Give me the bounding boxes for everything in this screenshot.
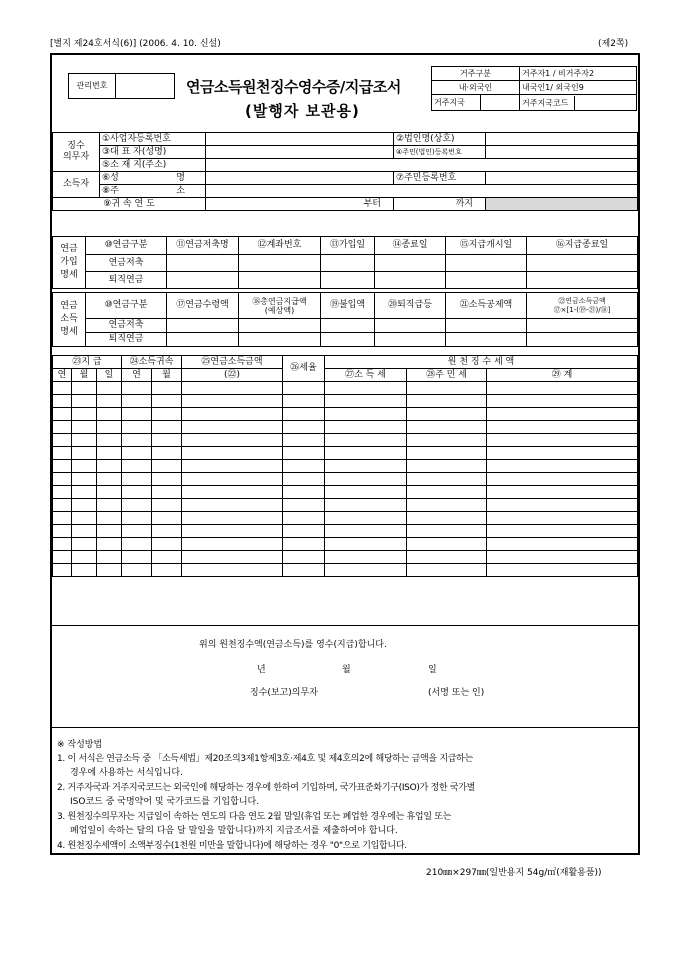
- table-cell[interactable]: [407, 486, 487, 499]
- rep-name-field[interactable]: [206, 146, 394, 159]
- table-cell[interactable]: [152, 499, 182, 512]
- table-cell[interactable]: [53, 512, 72, 525]
- inc-cell[interactable]: [239, 333, 321, 347]
- earner-address-label: ⑧주 소: [100, 185, 206, 198]
- income-amount-header: ㉕연금소득금액: [182, 356, 283, 369]
- table-cell[interactable]: [182, 486, 283, 499]
- table-cell[interactable]: [122, 564, 152, 577]
- table-cell[interactable]: [122, 512, 152, 525]
- table-cell[interactable]: [325, 486, 407, 499]
- earner-id-field[interactable]: [486, 172, 638, 185]
- join-h6: ⑮지급개시일: [446, 237, 527, 255]
- corp-name-field[interactable]: [486, 133, 638, 146]
- note-3b: 폐업일이 속하는 달의 다음 달 말일을 말합니다)까지 지급조서를 제출하여야 합니다.: [70, 826, 398, 836]
- inc-cell[interactable]: [375, 333, 446, 347]
- table-cell[interactable]: [97, 395, 122, 408]
- table-cell[interactable]: [487, 512, 638, 525]
- table-cell[interactable]: [283, 551, 325, 564]
- table-cell[interactable]: [182, 499, 283, 512]
- table-cell[interactable]: [97, 447, 122, 460]
- table-cell[interactable]: [487, 538, 638, 551]
- table-cell[interactable]: [325, 473, 407, 486]
- table-cell[interactable]: [72, 551, 97, 564]
- agent-label: 징수(보고)의무자: [250, 688, 318, 698]
- table-cell[interactable]: [97, 564, 122, 577]
- mgmt-number-field[interactable]: [115, 73, 175, 99]
- note-1b: 경우에 사용하는 서식입니다.: [70, 768, 183, 778]
- table-cell[interactable]: [97, 499, 122, 512]
- inc-cell[interactable]: [167, 333, 239, 347]
- rep-name-label: ③대 표 자(성명): [100, 146, 206, 159]
- table-cell[interactable]: [487, 564, 638, 577]
- table-cell[interactable]: [487, 434, 638, 447]
- earner-address-field[interactable]: [206, 185, 638, 198]
- table-cell[interactable]: [283, 473, 325, 486]
- table-cell[interactable]: [182, 473, 283, 486]
- earner-id-label: ⑦주민등록번호: [394, 172, 486, 185]
- table-cell[interactable]: [122, 460, 152, 473]
- address-label: ⑤소 재 지(주소): [100, 159, 206, 172]
- table-cell[interactable]: [122, 551, 152, 564]
- table-cell[interactable]: [182, 551, 283, 564]
- table-cell[interactable]: [283, 382, 325, 395]
- tax-rate-header: ㉖세율: [283, 356, 325, 382]
- total-header: ㉙ 계: [487, 369, 638, 382]
- form-title: 연금소득원천징수영수증/지급조서: [186, 78, 401, 96]
- inc-cell[interactable]: [167, 319, 239, 333]
- table-cell[interactable]: [182, 421, 283, 434]
- inc-h2: ⑰연금수령액: [167, 293, 239, 319]
- table-cell[interactable]: [53, 447, 72, 460]
- inc-cell[interactable]: [321, 333, 375, 347]
- table-cell[interactable]: [152, 525, 182, 538]
- table-cell[interactable]: [122, 499, 152, 512]
- table-cell[interactable]: [152, 486, 182, 499]
- table-cell[interactable]: [72, 486, 97, 499]
- table-cell[interactable]: [487, 447, 638, 460]
- table-cell[interactable]: [72, 564, 97, 577]
- pay-day: 일: [97, 369, 122, 382]
- table-cell[interactable]: [283, 538, 325, 551]
- table-cell[interactable]: [122, 525, 152, 538]
- year-shaded: [486, 198, 638, 211]
- confirmation-text: 위의 원천징수액(연금소득)를 영수(지급)합니다.: [199, 640, 387, 650]
- table-cell[interactable]: [407, 499, 487, 512]
- table-cell[interactable]: [72, 382, 97, 395]
- table-cell[interactable]: [325, 408, 407, 421]
- table-cell[interactable]: [407, 408, 487, 421]
- table-cell[interactable]: [152, 564, 182, 577]
- income-section-label: 연금 소득 명세: [53, 293, 86, 347]
- table-cell[interactable]: [407, 473, 487, 486]
- table-cell[interactable]: [325, 395, 407, 408]
- table-cell[interactable]: [122, 408, 152, 421]
- join-cell[interactable]: [167, 255, 239, 272]
- payer-earner-table: [52, 132, 638, 211]
- table-row: [53, 551, 638, 564]
- table-cell[interactable]: [72, 434, 97, 447]
- join-cell[interactable]: [239, 272, 321, 289]
- nationality-label: 내·외국인: [432, 81, 520, 95]
- table-row: [53, 408, 638, 421]
- join-h2: ⑪연금저축명: [167, 237, 239, 255]
- inc-h7: ㉒연금소득금액 ⑰×[1-(⑲-㉑)/⑱]: [527, 293, 638, 319]
- table-cell[interactable]: [152, 551, 182, 564]
- table-cell[interactable]: [122, 434, 152, 447]
- inc-cell[interactable]: [527, 319, 638, 333]
- table-cell[interactable]: [72, 395, 97, 408]
- table-cell[interactable]: [407, 512, 487, 525]
- table-row: [53, 525, 638, 538]
- table-cell[interactable]: [283, 408, 325, 421]
- table-cell[interactable]: [152, 382, 182, 395]
- join-h4: ⑬가입일: [321, 237, 375, 255]
- join-h1: ⑩연금구분: [86, 237, 167, 255]
- withholding-header: 원 천 징 수 세 액: [325, 356, 638, 369]
- table-cell[interactable]: [283, 525, 325, 538]
- table-cell[interactable]: [72, 525, 97, 538]
- table-cell[interactable]: [487, 499, 638, 512]
- table-cell[interactable]: [53, 395, 72, 408]
- table-cell[interactable]: [122, 382, 152, 395]
- notes-title: ※ 작성방법: [57, 740, 103, 750]
- table-cell[interactable]: [407, 551, 487, 564]
- table-cell[interactable]: [407, 447, 487, 460]
- table-cell[interactable]: [152, 460, 182, 473]
- join-row-retire: 퇴직연금: [86, 272, 167, 289]
- table-cell[interactable]: [325, 382, 407, 395]
- join-cell[interactable]: [321, 272, 375, 289]
- resident-tax-header: ㉘주 민 세: [407, 369, 487, 382]
- address-field[interactable]: [206, 159, 638, 172]
- table-cell[interactable]: [152, 408, 182, 421]
- earner-name-field[interactable]: [206, 172, 394, 185]
- inc-h1: ⑩연금구분: [86, 293, 167, 319]
- table-cell[interactable]: [53, 382, 72, 395]
- page-number: (제2쪽): [598, 39, 629, 49]
- table-cell[interactable]: [325, 421, 407, 434]
- table-cell[interactable]: [97, 473, 122, 486]
- table-cell[interactable]: [97, 538, 122, 551]
- table-cell[interactable]: [407, 525, 487, 538]
- table-cell[interactable]: [97, 525, 122, 538]
- table-cell[interactable]: [407, 382, 487, 395]
- table-cell[interactable]: [487, 525, 638, 538]
- earner-name-label: ⑥성 명: [100, 172, 206, 185]
- income-amount-sub: (㉒): [182, 369, 283, 382]
- table-cell[interactable]: [325, 499, 407, 512]
- table-row: [53, 538, 638, 551]
- residence-value: 거주자1 / 비거주자2: [520, 67, 637, 81]
- income-tax-header: ㉗소 득 세: [325, 369, 407, 382]
- table-cell[interactable]: [283, 421, 325, 434]
- inc-cell[interactable]: [446, 319, 527, 333]
- table-cell[interactable]: [72, 447, 97, 460]
- table-row: [53, 512, 638, 525]
- form-number: [별지 제24호서식(6)] (2006. 4. 10. 신설): [50, 39, 221, 49]
- table-row: [53, 460, 638, 473]
- inc-cell[interactable]: [446, 333, 527, 347]
- table-cell[interactable]: [122, 486, 152, 499]
- table-cell[interactable]: [72, 512, 97, 525]
- join-cell[interactable]: [446, 272, 527, 289]
- mgmt-number-label-box: 관리번호: [68, 73, 116, 99]
- biz-reg-no-label: ①사업자등록번호: [100, 133, 206, 146]
- nationality-value: 내국인1/ 외국인9: [520, 81, 637, 95]
- inc-h6: ㉑소득공제액: [446, 293, 527, 319]
- table-row: [53, 434, 638, 447]
- join-cell[interactable]: [375, 272, 446, 289]
- table-cell[interactable]: [283, 486, 325, 499]
- table-cell[interactable]: [182, 447, 283, 460]
- table-cell[interactable]: [152, 434, 182, 447]
- table-cell[interactable]: [97, 408, 122, 421]
- table-cell[interactable]: [72, 408, 97, 421]
- table-cell[interactable]: [407, 460, 487, 473]
- table-cell[interactable]: [182, 382, 283, 395]
- date-month-label: 월: [342, 665, 351, 675]
- inc-cell[interactable]: [239, 319, 321, 333]
- table-cell[interactable]: [122, 447, 152, 460]
- note-1a: 1. 이 서식은 연금소득 중 「소득세법」제20조의3제1항제3호·제4호 및 제4호의2에 해당하는 금액을 지급하는: [57, 754, 473, 764]
- table-cell[interactable]: [325, 434, 407, 447]
- table-cell[interactable]: [97, 421, 122, 434]
- country-label: 거주지국: [432, 95, 481, 111]
- corp-name-label: ②법인명(상호): [394, 133, 486, 146]
- table-cell[interactable]: [122, 473, 152, 486]
- table-cell[interactable]: [72, 538, 97, 551]
- table-cell[interactable]: [283, 434, 325, 447]
- earner-section-label: 소득자: [53, 172, 100, 198]
- table-cell[interactable]: [152, 395, 182, 408]
- table-cell[interactable]: [325, 538, 407, 551]
- join-h7: ⑯지급종료일: [527, 237, 638, 255]
- table-cell[interactable]: [53, 408, 72, 421]
- table-cell[interactable]: [97, 460, 122, 473]
- withholding-table: [52, 355, 638, 577]
- table-cell[interactable]: [283, 512, 325, 525]
- table-cell[interactable]: [325, 512, 407, 525]
- pension-join-table: [52, 236, 638, 289]
- corp-reg-no-label: ④주민(법인)등록번호: [394, 146, 486, 159]
- table-cell[interactable]: [72, 499, 97, 512]
- table-cell[interactable]: [487, 473, 638, 486]
- table-cell[interactable]: [182, 538, 283, 551]
- table-row: [53, 486, 638, 499]
- table-cell[interactable]: [487, 421, 638, 434]
- inc-cell[interactable]: [321, 319, 375, 333]
- table-cell[interactable]: [487, 382, 638, 395]
- table-row: [53, 421, 638, 434]
- table-cell[interactable]: [152, 447, 182, 460]
- table-cell[interactable]: [407, 564, 487, 577]
- table-cell[interactable]: [182, 434, 283, 447]
- join-cell[interactable]: [167, 272, 239, 289]
- pay-year: 연: [53, 369, 72, 382]
- residence-table: [431, 66, 637, 111]
- inc-row-retire: 퇴직연금: [86, 333, 167, 347]
- corp-reg-no-field[interactable]: [486, 146, 638, 159]
- table-cell[interactable]: [325, 551, 407, 564]
- pay-date-header: ㉓지 급: [53, 356, 122, 369]
- country-code-label: 거주지국코드: [520, 95, 637, 111]
- form-subtitle: (발행자 보관용): [245, 102, 360, 120]
- table-cell[interactable]: [407, 538, 487, 551]
- table-row: [53, 473, 638, 486]
- join-h3: ⑫계좌번호: [239, 237, 321, 255]
- table-cell[interactable]: [182, 564, 283, 577]
- note-2a: 2. 거주자국과 거주지국코드는 외국인에 해당하는 경우에 한하여 기입하며, 국가표준화기구(ISO)가 정한 국가별: [57, 783, 476, 793]
- inc-h3: ⑱총연금지급액 (예상액): [239, 293, 321, 319]
- inc-cell[interactable]: [527, 333, 638, 347]
- table-cell[interactable]: [487, 408, 638, 421]
- table-cell[interactable]: [97, 512, 122, 525]
- table-cell[interactable]: [53, 525, 72, 538]
- table-cell[interactable]: [283, 460, 325, 473]
- attr-header: ㉔소득귀속: [122, 356, 182, 369]
- attr-month: 월: [152, 369, 182, 382]
- table-cell[interactable]: [152, 421, 182, 434]
- join-cell[interactable]: [239, 255, 321, 272]
- table-cell[interactable]: [122, 538, 152, 551]
- residence-label: 거주구분: [432, 67, 520, 81]
- note-4: 4. 원천징수세액이 소액부징수(1천원 미만을 말합니다)에 해당하는 경우 "0"으로 기입합니다.: [57, 841, 407, 851]
- table-cell[interactable]: [407, 421, 487, 434]
- date-year-label: 년: [257, 665, 266, 675]
- table-cell[interactable]: [487, 551, 638, 564]
- table-cell[interactable]: [152, 538, 182, 551]
- join-h5: ⑭종료일: [375, 237, 446, 255]
- biz-reg-no-field[interactable]: [206, 133, 394, 146]
- inc-h4: ⑲불입액: [321, 293, 375, 319]
- attribution-year-label: ⑨귀 속 연 도: [53, 198, 206, 211]
- table-cell[interactable]: [152, 473, 182, 486]
- table-cell[interactable]: [122, 395, 152, 408]
- table-cell[interactable]: [53, 551, 72, 564]
- table-cell[interactable]: [53, 499, 72, 512]
- country-field[interactable]: [481, 95, 520, 111]
- table-cell[interactable]: [182, 460, 283, 473]
- table-cell[interactable]: [325, 460, 407, 473]
- table-cell[interactable]: [325, 564, 407, 577]
- table-cell[interactable]: [152, 512, 182, 525]
- table-cell[interactable]: [72, 421, 97, 434]
- inc-cell[interactable]: [375, 319, 446, 333]
- table-row: [53, 499, 638, 512]
- table-cell[interactable]: [487, 460, 638, 473]
- attr-year: 연: [122, 369, 152, 382]
- table-cell[interactable]: [97, 434, 122, 447]
- table-row: [53, 447, 638, 460]
- inc-row-savings: 연금저축: [86, 319, 167, 333]
- table-cell[interactable]: [53, 564, 72, 577]
- table-cell[interactable]: [72, 460, 97, 473]
- paper-spec: 210㎜×297㎜(일반용지 54g/㎡(재활용품)): [426, 868, 602, 878]
- table-cell[interactable]: [53, 434, 72, 447]
- note-2b: ISO코드 중 국명약어 및 국가코드를 기입합니다.: [70, 797, 260, 807]
- table-cell[interactable]: [283, 499, 325, 512]
- payer-section-label: 징수 의무자: [53, 133, 100, 172]
- join-row-savings: 연금저축: [86, 255, 167, 272]
- inc-h5: ⑳퇴직급등: [375, 293, 446, 319]
- year-from: 부터: [206, 198, 394, 211]
- table-cell[interactable]: [53, 538, 72, 551]
- table-cell[interactable]: [97, 486, 122, 499]
- table-cell[interactable]: [182, 525, 283, 538]
- table-cell[interactable]: [122, 421, 152, 434]
- date-day-label: 일: [428, 665, 437, 675]
- table-row: [53, 382, 638, 395]
- table-cell[interactable]: [283, 447, 325, 460]
- join-cell[interactable]: [527, 272, 638, 289]
- join-cell[interactable]: [375, 255, 446, 272]
- table-cell[interactable]: [407, 434, 487, 447]
- table-cell[interactable]: [283, 395, 325, 408]
- join-cell[interactable]: [321, 255, 375, 272]
- note-3a: 3. 원천징수의무자는 지급일이 속하는 연도의 다음 연도 2월 말일(휴업 또는 폐업한 경우에는 휴업일 또는: [57, 812, 452, 822]
- table-cell[interactable]: [283, 564, 325, 577]
- table-cell[interactable]: [325, 525, 407, 538]
- table-cell[interactable]: [182, 395, 283, 408]
- join-section-label: 연금 가입 명세: [53, 237, 86, 289]
- table-cell[interactable]: [182, 408, 283, 421]
- table-cell[interactable]: [97, 551, 122, 564]
- join-cell[interactable]: [446, 255, 527, 272]
- table-cell[interactable]: [53, 421, 72, 434]
- pay-month: 월: [72, 369, 97, 382]
- table-cell[interactable]: [53, 460, 72, 473]
- table-row: [53, 395, 638, 408]
- table-cell[interactable]: [53, 486, 72, 499]
- table-cell[interactable]: [487, 486, 638, 499]
- pension-income-table: [52, 292, 638, 347]
- table-cell[interactable]: [72, 473, 97, 486]
- table-cell[interactable]: [407, 395, 487, 408]
- signature-label[interactable]: (서명 또는 인): [428, 688, 485, 698]
- table-cell[interactable]: [487, 395, 638, 408]
- table-cell[interactable]: [97, 382, 122, 395]
- table-cell[interactable]: [53, 473, 72, 486]
- table-cell[interactable]: [182, 512, 283, 525]
- table-row: [53, 564, 638, 577]
- year-to: 까지: [394, 198, 486, 211]
- join-cell[interactable]: [527, 255, 638, 272]
- table-cell[interactable]: [325, 447, 407, 460]
